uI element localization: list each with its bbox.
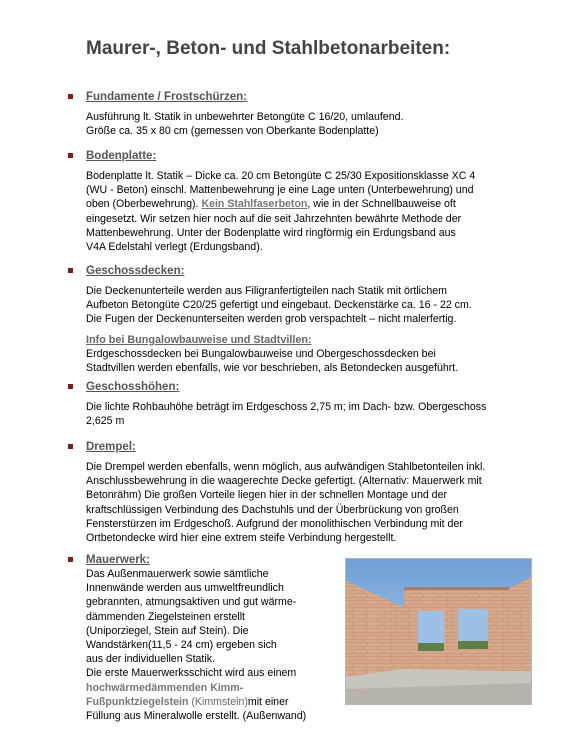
kimmstein-term: hochwärmedämmenden Kimm- (86, 681, 244, 694)
section-body (86, 454, 546, 545)
body-line: Ausführung lt. Statik in unbewehrter Betongüte C 16/20, umlaufend. (86, 111, 404, 123)
body-line: Stadtvillen werden ebenfalls, wie vor beschrieben, als Betondecken ausgeführt. (86, 361, 459, 374)
section-heading: Drempel: (86, 441, 136, 453)
body-line: Mattenbewehrung. Unter der Bodenplatte wird ringförmig ein Erdungsband aus (86, 226, 456, 239)
section-geschosshoehen (86, 380, 546, 428)
section-body (86, 567, 341, 723)
body-line: Die Deckenunterteile werden aus Filigranfertigteilen nach Statik mit örtlichem (86, 285, 447, 297)
body-line: dämmenden Ziegelsteinen erstellt (86, 610, 245, 623)
body-line: Betonrähm) Die großen Vorteile liegen hier in der schnellen Montage und der (86, 489, 447, 502)
body-line: Erdgeschossdecken bei Bungalowbauweise und Obergeschossdecken bei (86, 347, 436, 360)
bullet-icon (68, 268, 73, 273)
body-line: gebrannten, atmungsaktiven und gut wärme- (86, 596, 297, 609)
body-line: Die erste Mauerwerksschicht wird aus einem (86, 667, 297, 680)
body-line: Fensterstürzen im Erdgeschoß. Aufgrund der monolithischen Verbindung mit der (86, 517, 463, 530)
body-line: Die Drempel werden ebenfalls, wenn möglich, aus aufwändigen Stahlbetonteilen inkl. (86, 461, 486, 473)
body-line: Wandstärken(11,5 - 24 cm) ergeben sich (86, 639, 277, 652)
bullet-icon (68, 557, 73, 562)
section-fundamente (86, 90, 546, 138)
body-line: , wie in der Schnellbauweise oft (307, 198, 456, 211)
kimmstein-term: Fußpunktziegelstein (86, 695, 189, 708)
info-heading: Info bei Bungalowbauweise und Stadtvillen: (86, 333, 312, 346)
body-line: Die lichte Rohbauhöhe beträgt im Erdgeschoss 2,75 m; im Dach- bzw. Obergeschoss (86, 401, 487, 413)
section-geschossdecken (86, 264, 546, 375)
brick-wall-photo (345, 558, 532, 705)
body-line: Bodenplatte lt. Statik – Dicke ca. 20 cm Betongüte C 25/30 Expositionsklasse XC 4 (86, 170, 476, 182)
body-line: 2,625 m (86, 415, 125, 428)
body-line: Füllung aus Mineralwolle erstellt. (Außenwand) (86, 710, 307, 723)
body-line: aus der individuellen Statik. (86, 653, 215, 666)
section-body (86, 394, 546, 428)
body-line: mit einer (247, 695, 289, 708)
body-line: Innenwände werden aus umweltfreundlich (86, 582, 284, 595)
bullet-icon (68, 384, 73, 389)
section-heading: Mauerwerk: (86, 554, 150, 566)
section-heading: Bodenplatte: (86, 150, 157, 162)
body-line: Anschlussbewehrung in die waagerechte Decke gefertigt. (Alternativ: Mauerwerk mit (86, 475, 482, 488)
section-mauerwerk (86, 553, 341, 723)
info-body (86, 347, 546, 375)
section-body (86, 104, 546, 138)
body-line: oben (Oberbewehrung). (86, 198, 199, 211)
section-body (86, 163, 546, 254)
body-line: Aufbeton Betongüte C20/25 gefertigt und eingebaut. Deckenstärke ca. 16 - 22 cm. (86, 299, 472, 312)
bullet-icon (68, 94, 73, 99)
body-line: eingesetzt. Wir setzen hier noch auf die seit Jahrzehnten bewährte Methode der (86, 212, 462, 225)
body-line: Das Außenmauerwerk sowie sämtliche (86, 568, 269, 580)
section-heading: Fundamente / Frostschürzen: (86, 91, 248, 103)
body-line: Größe ca. 35 x 80 cm (gemessen von Oberkante Bodenplatte) (86, 125, 379, 138)
section-bodenplatte (86, 149, 546, 254)
bullet-icon (68, 444, 73, 449)
body-line: (WU - Beton) einschl. Mattenbewehrung je eine Lage unten (Unterbewehrung) und (86, 184, 474, 197)
body-line: (Uniporziegel, Stein auf Stein). Die (86, 624, 249, 637)
stahlfaserbeton-link[interactable]: Kein Stahlfaserbeton (201, 198, 308, 211)
page-title: Maurer-, Beton- und Stahlbetonarbeiten: (86, 38, 451, 59)
section-body (86, 278, 546, 327)
body-line: Ortbetondecke wird hier eine extrem steife Verbindung hergestellt. (86, 532, 397, 545)
body-line: Die Fugen der Deckenunterseiten werden grob verspachtelt – nicht malerfertig. (86, 313, 457, 326)
kimmstein-paren: (Kimmstein) (188, 695, 248, 708)
section-heading: Geschossdecken: (86, 265, 185, 277)
bullet-icon (68, 153, 73, 158)
body-line: V4A Edelstahl verlegt (Erdungsband). (86, 241, 263, 254)
body-line: kraftschlüssigen Verbindung des Dachstuhls und der Überbrückung von großen (86, 503, 459, 516)
section-heading: Geschosshöhen: (86, 381, 180, 393)
section-drempel (86, 440, 546, 545)
